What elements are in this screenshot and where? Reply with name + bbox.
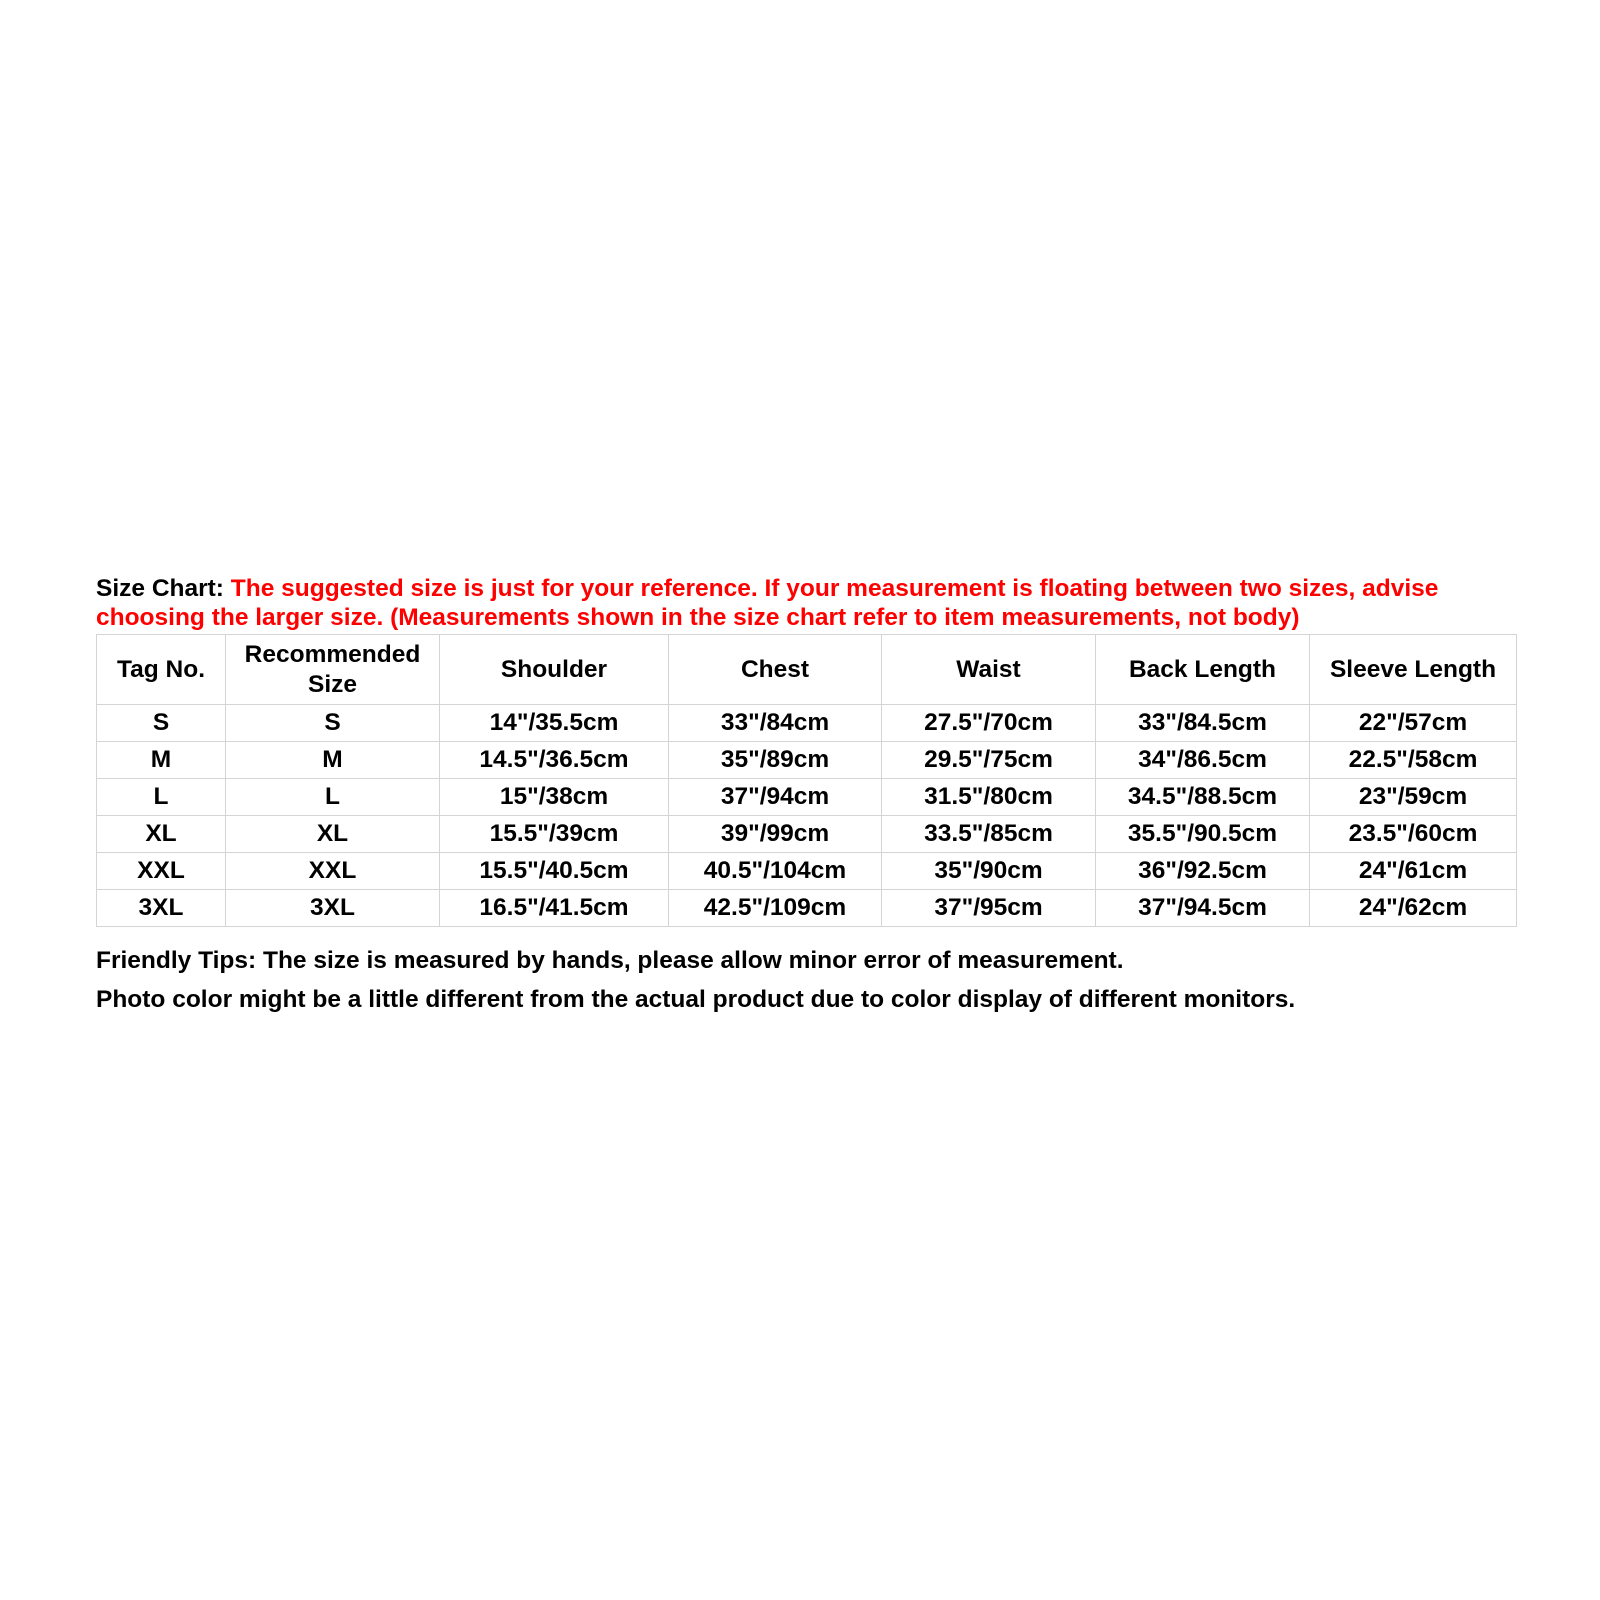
header-back-length: Back Length [1096,635,1310,705]
header-shoulder: Shoulder [440,635,669,705]
size-note-line-2: choosing the larger size. (Measurements shown in the size chart refer to item measurements, not body) [96,604,1300,631]
cell-recommended-size: L [226,779,440,816]
cell-shoulder: 16.5"/41.5cm [440,890,669,927]
cell-chest: 42.5"/109cm [669,890,882,927]
cell-shoulder: 14"/35.5cm [440,705,669,742]
cell-tag-no: XXL [97,853,226,890]
cell-recommended-size: 3XL [226,890,440,927]
table-row [97,853,1517,890]
cell-shoulder: 15"/38cm [440,779,669,816]
cell-back-length: 37"/94.5cm [1096,890,1310,927]
cell-waist: 27.5"/70cm [882,705,1096,742]
cell-chest: 33"/84cm [669,705,882,742]
cell-shoulder: 15.5"/40.5cm [440,853,669,890]
cell-tag-no: L [97,779,226,816]
cell-sleeve-length: 23"/59cm [1310,779,1517,816]
cell-recommended-size: S [226,705,440,742]
cell-waist: 29.5"/75cm [882,742,1096,779]
tips-line-2: Photo color might be a little different from the actual product due to color display of different monitors. [96,986,1296,1013]
cell-sleeve-length: 24"/61cm [1310,853,1517,890]
cell-sleeve-length: 22.5"/58cm [1310,742,1517,779]
cell-waist: 35"/90cm [882,853,1096,890]
cell-back-length: 35.5"/90.5cm [1096,816,1310,853]
table-row [97,779,1517,816]
cell-waist: 31.5"/80cm [882,779,1096,816]
size-note-line-1: The suggested size is just for your reference. If your measurement is floating between two sizes, advise [230,575,1439,602]
cell-back-length: 34"/86.5cm [1096,742,1310,779]
cell-sleeve-length: 23.5"/60cm [1310,816,1517,853]
cell-recommended-size: M [226,742,440,779]
header-recommended-size: Recommended Size [226,635,440,705]
cell-back-length: 36"/92.5cm [1096,853,1310,890]
table-row [97,890,1517,927]
cell-waist: 33.5"/85cm [882,816,1096,853]
cell-sleeve-length: 24"/62cm [1310,890,1517,927]
cell-tag-no: XL [97,816,226,853]
header-chest: Chest [669,635,882,705]
table-row [97,705,1517,742]
cell-chest: 37"/94cm [669,779,882,816]
friendly-tips [96,941,1516,1019]
cell-chest: 35"/89cm [669,742,882,779]
cell-sleeve-length: 22"/57cm [1310,705,1517,742]
header-row [97,635,1517,705]
cell-back-length: 34.5"/88.5cm [1096,779,1310,816]
cell-tag-no: 3XL [97,890,226,927]
size-chart-label: Size Chart: [96,575,224,602]
cell-back-length: 33"/84.5cm [1096,705,1310,742]
table-row [97,816,1517,853]
size-chart-sheet [96,574,1516,1019]
cell-tag-no: M [97,742,226,779]
cell-chest: 40.5"/104cm [669,853,882,890]
size-table [96,634,1517,927]
intro-line-1 [96,574,1516,603]
cell-shoulder: 15.5"/39cm [440,816,669,853]
cell-chest: 39"/99cm [669,816,882,853]
cell-shoulder: 14.5"/36.5cm [440,742,669,779]
header-tag-no: Tag No. [97,635,226,705]
size-chart-intro [96,574,1516,632]
cell-recommended-size: XXL [226,853,440,890]
cell-recommended-size: XL [226,816,440,853]
cell-waist: 37"/95cm [882,890,1096,927]
header-sleeve-length: Sleeve Length [1310,635,1517,705]
header-waist: Waist [882,635,1096,705]
tips-line-1: Friendly Tips: The size is measured by hands, please allow minor error of measurement. [96,947,1124,974]
cell-tag-no: S [97,705,226,742]
table-row [97,742,1517,779]
